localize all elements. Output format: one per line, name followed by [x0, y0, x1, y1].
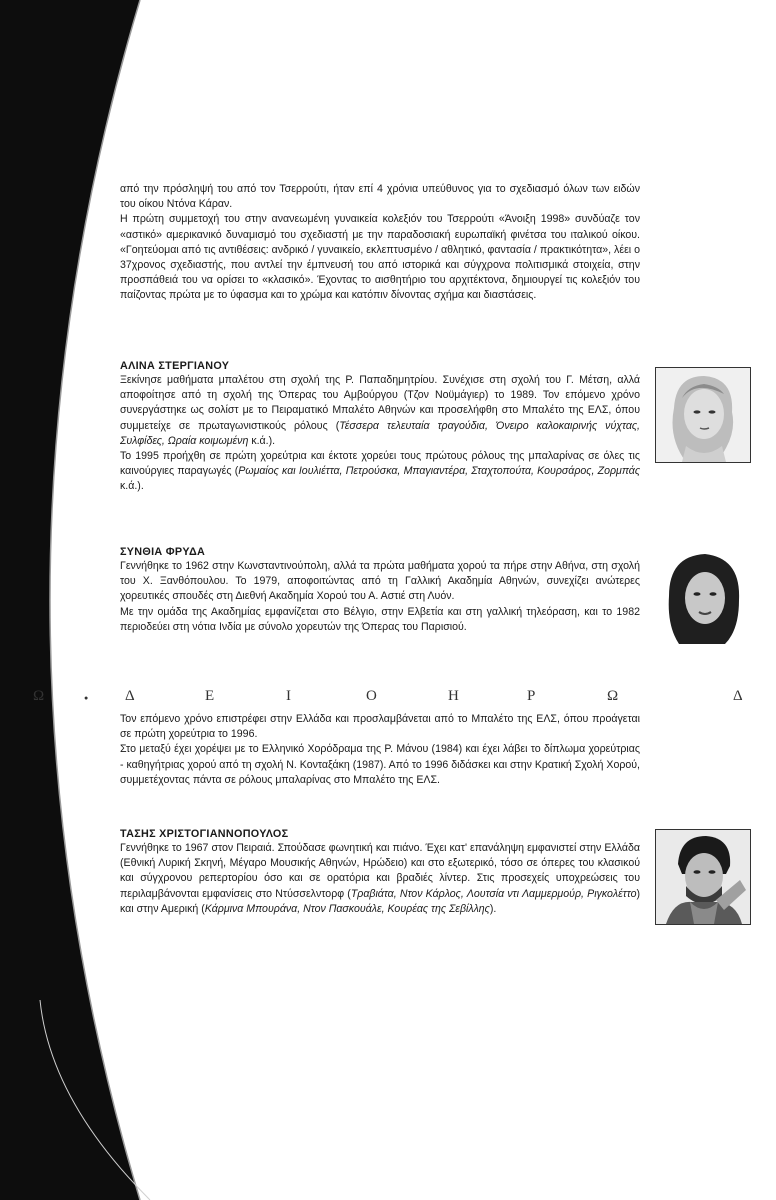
divider-letter: Ω [33, 688, 45, 704]
bio-alina [120, 360, 640, 495]
intro-section [120, 182, 640, 304]
bio-paragraph: Γεννήθηκε το 1962 στην Κωνσταντινούπολη, αλλά τα πρώτα μαθήματα χορού τα πήρε στην Αθήνα, στη σχολή του Χ. Ξανθόπουλου. Το 1979, αποφοιτώντας από τη Γαλλική Ακαδημία Αθηνών, συνεχίζει ανώτερες χορευτικές σπουδές στη Διεθνή Ακαδημία Χορού του Α. Αστιέ στη Λυόν. [120, 560, 640, 603]
bio-paragraph: Το 1995 προήχθη σε πρώτη χορεύτρια και έκτοτε χορεύει τους πρώτους ρόλους της μπαλαρίνας σε όλες τις καινούργιες παραγωγές (Ρωμαίος και Ιουλιέττα, Πετρούσκα, Μπαγιαντέρα, Σταχτοπούτα, Κουρσάρος, Ζορμπάς κ.ά.). [120, 450, 640, 493]
divider-letter: Ε [205, 688, 215, 704]
divider-letter: Η [448, 688, 459, 704]
intro-paragraph-1: από την πρόσληψή του από τον Τσερρούτι, ήταν επί 4 χρόνια υπεύθυνος για το σχεδιασμό όλων των ειδών του οίκου Ντόνα Κάραν. [120, 183, 640, 211]
bio-name: ΤΑΣΗΣ ΧΡΙΣΤΟΓΙΑΝΝΟΠΟΥΛΟΣ [120, 828, 289, 840]
bio-paragraph: Γεννήθηκε το 1967 στον Πειραιά. Σπούδασε φωνητική και πιάνο. Έχει κατ' επανάληψη εμφανιστεί στην Ελλάδα (Εθνική Λυρική Σκηνή, Μέγαρο Μουσικής Αθηνών, Ηρώδειο) και στο εξωτερικό, τόσο σε όπερες του κλασικού και σύγχρονου ρεπερτορίου όσο και σε ορατόρια και βραδιές λίντερ. Στις προσεχείς υποχρεώσεις του περιλαμβάνονται εμφανίσεις στο Ντύσσελντορφ (Τραβιάτα, Ντον Κάρλος, Λουτσία ντι Λαμμερμούρ, Ριγκολέττο) και στην Αμερική (Κάρμινα Μπουράνα, Ντον Πασκουάλε, Κουρέας της Σεβίλλης). [120, 842, 640, 915]
intro-paragraph-2: Η πρώτη συμμετοχή του στην ανανεωμένη γυναικεία κολεξιόν του Τσερρούτι «Άνοιξη 1998» συνδύαζε τον «αστικό» αμερικανικό δυναμισμό του σχεδιαστή με την παραδοσιακή ευρωπαϊκή φινέτσα του ιταλικού οίκου. «Γοητεύομαι από τις αντιθέσεις: ανδρικό / γυναικείο, εκλεπτυσμένο / αθλητικό, φαντασία / πρακτικότητα», λέει ο 37χρονος σχεδιαστής, που αντλεί την έμπνευσή του από ιστορικά και σύγχρονα πολιτισμικά στοιχεία, στην προσπάθειά του να ορίσει το «κλασικό». Έχοντας το αισθητήριο του αρχιτέκτονα, δημιουργεί τις κολεξιόν του παίζοντας πρώτα με το ύφασμα και το χρώμα και κατόπιν δίνοντας σχήμα και διαστάσεις. [120, 213, 640, 302]
divider-letter: Δ [125, 688, 135, 704]
portrait-photo-tasis [655, 829, 751, 925]
bio-name: ΑΛΙΝΑ ΣΤΕΡΓΙΑΝΟΥ [120, 360, 230, 372]
divider-dot: ● [84, 694, 89, 702]
divider-letter: Ρ [527, 688, 536, 704]
divider-letter: Δ [733, 688, 743, 704]
letter-divider [0, 688, 776, 704]
bio-paragraph: Τον επόμενο χρόνο επιστρέφει στην Ελλάδα και προσλαμβάνεται από το Μπαλέτο της ΕΛΣ, όπου προάγεται σε πρώτη χορεύτρια το 1996. [120, 713, 640, 741]
bio-paragraph: Με την ομάδα της Ακαδημίας εμφανίζεται στο Βέλγιο, στην Ελβετία και στη γαλλική τηλεόραση, και το 1982 περιοδεύει στη νότια Ινδία με σύνολο χορευτών της Όπερας του Παρισιού. [120, 605, 640, 633]
bio-tasis [120, 828, 640, 917]
divider-letter: Ο [366, 688, 377, 704]
bio-synthia [120, 546, 640, 635]
portrait-photo-alina [655, 367, 751, 463]
bio-paragraph: Ξεκίνησε μαθήματα μπαλέτου στη σχολή της Ρ. Παπαδημητρίου. Συνέχισε στη σχολή του Γ. Μέτση, αλλά αποφοίτησε από τη σχολή της Όπερας του Αμβούργου (Τζον Νοϋμάγιερ) το 1989. Τον επόμενο χρόνο συνεργάστηκε ως σολίστ με το Πειραματικό Μπαλέτο Αθηνών και προσελήφθη στο Μπαλέτο της ΕΛΣ, όπου συμμετείχε σε πρωταγωνιστικούς ρόλους (Τέσσερα τελευταία τραγούδια, Όνειρο καλοκαιρινής νύχτας, Συλφίδες, Ωραία κοιμωμένη κ.ά.). [120, 374, 640, 447]
divider-letter: Ι [286, 688, 291, 704]
bio-name: ΣΥΝΘΙΑ ΦΡΥΔΑ [120, 546, 206, 558]
divider-letter: Ω [607, 688, 619, 704]
portrait-photo-synthia [655, 550, 749, 644]
bio-synthia-continued [120, 712, 640, 788]
bio-paragraph: Στο μεταξύ έχει χορέψει με το Ελληνικό Χορόδραμα της Ρ. Μάνου (1984) και έχει λάβει το δίπλωμα χορεύτριας - καθηγήτριας χορού από τη σχολή Ν. Κονταξάκη (1987). Από το 1996 διδάσκει και στην Κρατική Σχολή Χορού, συμμετέχοντας πάντα σε ρόλους μπαλαρίνας στο Μπαλέτο της ΕΛΣ. [120, 743, 640, 786]
